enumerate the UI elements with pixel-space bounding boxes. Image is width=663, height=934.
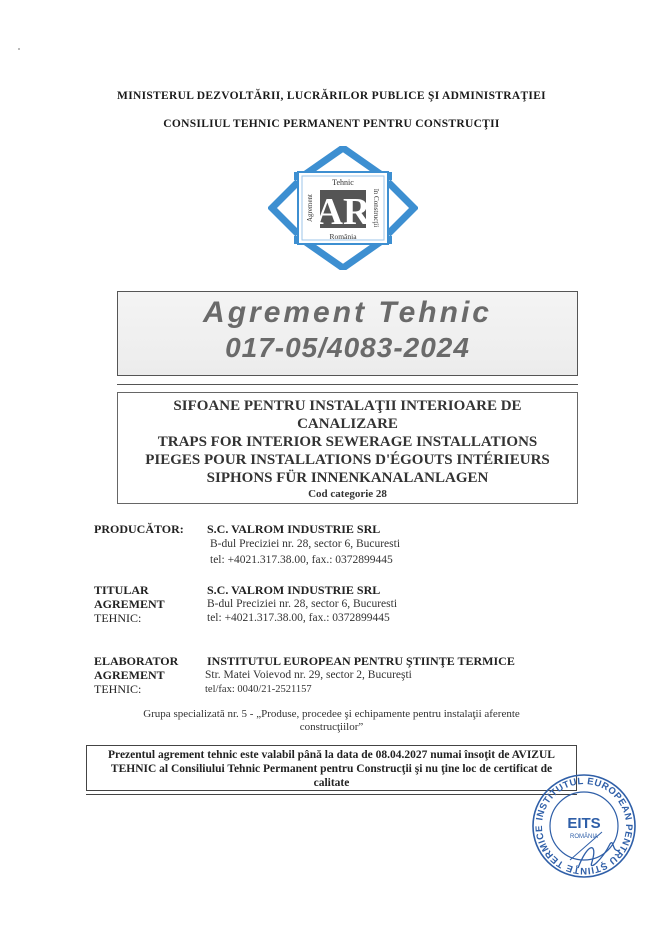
ministry-heading: MINISTERUL DEZVOLTĂRII, LUCRĂRILOR PUBLICE ŞI ADMINISTRAŢIEI xyxy=(117,90,546,102)
title-rule xyxy=(117,384,578,385)
logo-right-text: în Construcţii xyxy=(372,188,380,228)
validity-line-3: calitate xyxy=(313,777,350,789)
agrement-logo xyxy=(268,146,418,270)
subject-ro-line2: CANALIZARE xyxy=(297,416,398,432)
producer-address: B-dul Preciziei nr. 28, sector 6, Bucuresti xyxy=(210,538,401,550)
validity-line-1: Prezentul agrement tehnic este valabil până la data de 08.04.2027 numai însoţit de AVIZUL xyxy=(108,749,555,761)
producer-name: S.C. VALROM INDUSTRIE SRL xyxy=(207,522,381,536)
title-box xyxy=(117,291,578,376)
holder-address: B-dul Preciziei nr. 28, sector 6, Bucuresti xyxy=(207,598,398,610)
validity-rule xyxy=(86,794,577,795)
stamp-ring-text: INSTITUTUL EUROPEAN PENTRU ŞTIINŢE TERMICE xyxy=(533,775,635,877)
elaborator-address: Str. Matei Voievod nr. 29, sector 2, Bucureşti xyxy=(205,669,412,681)
document-title: Agrement Tehnic xyxy=(203,296,492,329)
validity-notice xyxy=(86,745,577,791)
subject-de: SIPHONS FÜR INNENKANALANLAGEN xyxy=(206,470,489,486)
group-line-2: construcţiilor” xyxy=(299,721,364,733)
elaborator-contact: tel/fax: 0040/21-2521157 xyxy=(205,684,312,695)
elaborator-label-2: AGREMENT xyxy=(94,668,165,682)
category-code: Cod categorie 28 xyxy=(308,488,387,500)
stamp-center-text: EITS xyxy=(567,815,601,832)
council-heading: CONSILIUL TEHNIC PERMANENT PENTRU CONSTRUCŢII xyxy=(163,118,500,130)
subject-box xyxy=(117,392,578,504)
scan-speck xyxy=(18,48,20,50)
holder-name: S.C. VALROM INDUSTRIE SRL xyxy=(207,583,381,597)
logo-bottom-text: România xyxy=(329,232,357,241)
logo-top-text: Tehnic xyxy=(332,178,354,187)
holder-contact: tel: +4021.317.38.00, fax.: 0372899445 xyxy=(207,612,390,624)
producer-contact: tel: +4021.317.38.00, fax.: 0372899445 xyxy=(210,554,393,566)
holder-label-1: TITULAR xyxy=(94,583,149,597)
elaborator-label-1: ELABORATOR xyxy=(94,654,179,668)
validity-line-2: TEHNIC al Consiliului Tehnic Permanent pentru Construcţii şi nu ţine loc de certificat de xyxy=(110,763,553,775)
group-line-1: Grupa specializată nr. 5 - „Produse, procedee şi echipamente pentru instalaţii aferente xyxy=(143,708,520,720)
stamp-sub-text: ROMÂNIA xyxy=(569,834,599,840)
logo-left-text: Agrement xyxy=(306,194,314,222)
subject-ro-line1: SIFOANE PENTRU INSTALAŢII INTERIOARE DE xyxy=(173,398,522,414)
elaborator-name: INSTITUTUL EUROPEAN PENTRU ŞTIINŢE TERMICE xyxy=(207,654,515,668)
holder-label-3: TEHNIC: xyxy=(94,611,142,625)
subject-fr: PIEGES POUR INSTALLATIONS D'ÉGOUTS INTÉRIEURS xyxy=(145,452,550,468)
logo-mark: AR xyxy=(315,191,371,233)
producer-label: PRODUCĂTOR: xyxy=(94,522,184,536)
holder-label-2: AGREMENT xyxy=(94,597,165,611)
institute-stamp xyxy=(530,772,638,880)
specialized-group xyxy=(0,708,663,734)
elaborator-label-3: TEHNIC: xyxy=(94,682,142,696)
document-number: 017-05/4083-2024 xyxy=(225,332,470,363)
subject-en: TRAPS FOR INTERIOR SEWERAGE INSTALLATIONS xyxy=(157,434,538,450)
